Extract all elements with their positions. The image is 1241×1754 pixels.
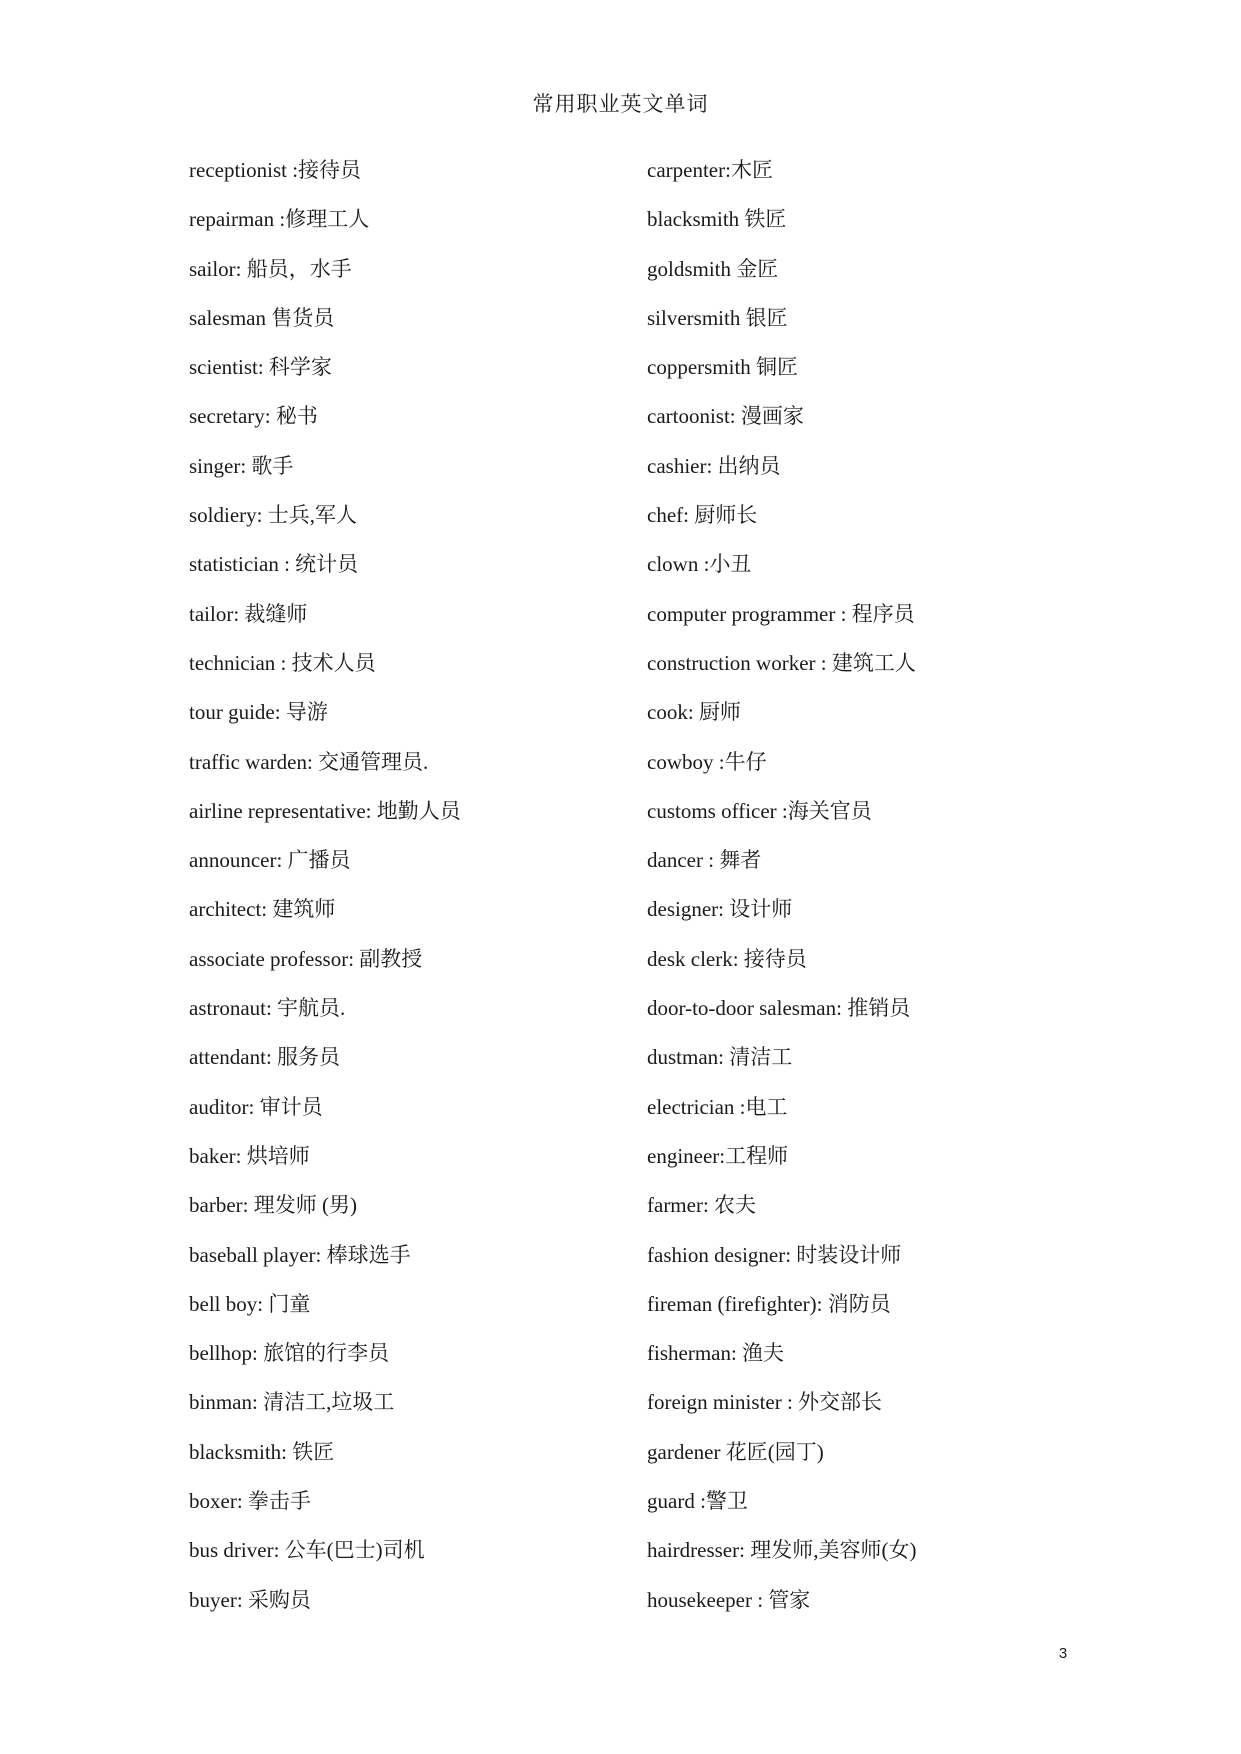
- vocabulary-entry: blacksmith: 铁匠: [189, 1439, 335, 1464]
- vocabulary-entry: construction worker : 建筑工人: [647, 650, 916, 675]
- vocabulary-entry: hairdresser: 理发师,美容师(女): [647, 1538, 917, 1563]
- page-number: 3: [1058, 1645, 1068, 1662]
- vocabulary-entry: customs officer :海关官员: [647, 798, 872, 823]
- vocabulary-entry: secretary: 秘书: [189, 404, 318, 429]
- vocabulary-entry: housekeeper : 管家: [647, 1587, 811, 1612]
- vocabulary-entry: designer: 设计师: [647, 897, 793, 922]
- vocabulary-entry: traffic warden: 交通管理员.: [189, 749, 429, 774]
- vocabulary-entry: tour guide: 导游: [189, 700, 328, 725]
- vocabulary-entry: silversmith 银匠: [647, 305, 788, 330]
- vocabulary-entry: architect: 建筑师: [189, 897, 336, 922]
- vocabulary-entry: sailor: 船员，水手: [189, 256, 352, 281]
- vocabulary-entry: cartoonist: 漫画家: [647, 404, 804, 429]
- vocabulary-entry: fisherman: 渔夫: [647, 1341, 785, 1366]
- vocabulary-entry: carpenter:木匠: [647, 158, 773, 182]
- vocabulary-entry: astronaut: 宇航员.: [189, 996, 346, 1021]
- vocabulary-entry: computer programmer : 程序员: [647, 601, 915, 626]
- vocabulary-entry: bus driver: 公车(巴士)司机: [189, 1538, 425, 1563]
- vocabulary-entry: fashion designer: 时装设计师: [647, 1242, 902, 1267]
- vocabulary-entry: barber: 理发师 (男): [189, 1193, 357, 1218]
- vocabulary-entry: associate professor: 副教授: [189, 946, 423, 971]
- vocabulary-entry: blacksmith 铁匠: [647, 207, 787, 232]
- vocabulary-entry: announcer: 广播员: [189, 848, 351, 873]
- vocabulary-entry: dancer : 舞者: [647, 848, 762, 873]
- vocabulary-entry: goldsmith 金匠: [647, 256, 779, 281]
- vocabulary-entry: soldiery: 士兵,军人: [189, 503, 357, 528]
- vocabulary-entry: guard :警卫: [647, 1489, 748, 1514]
- vocabulary-entry: buyer: 采购员: [189, 1587, 311, 1612]
- vocabulary-entry: cowboy :牛仔: [647, 749, 767, 774]
- vocabulary-entry: technician : 技术人员: [189, 650, 376, 675]
- vocabulary-entry: desk clerk: 接待员: [647, 946, 807, 971]
- vocabulary-entry: cook: 厨师: [647, 700, 741, 725]
- vocabulary-entry: coppersmith 铜匠: [647, 355, 799, 380]
- vocabulary-entry: chef: 厨师长: [647, 503, 758, 528]
- vocabulary-entry: airline representative: 地勤人员: [189, 798, 461, 823]
- vocabulary-entry: repairman :修理工人: [189, 207, 370, 232]
- vocabulary-entry: door-to-door salesman: 推销员: [647, 996, 911, 1021]
- vocabulary-entry: bell boy: 门童: [189, 1291, 311, 1316]
- document-title: 常用职业英文单词: [532, 92, 709, 116]
- vocabulary-entry: statistician : 统计员: [189, 552, 359, 577]
- vocabulary-list-right: [647, 158, 1127, 1637]
- vocabulary-entry: tailor: 裁缝师: [189, 601, 308, 626]
- vocabulary-entry: foreign minister : 外交部长: [647, 1390, 883, 1415]
- vocabulary-entry: baseball player: 棒球选手: [189, 1242, 411, 1267]
- vocabulary-entry: singer: 歌手: [189, 453, 294, 478]
- vocabulary-entry: attendant: 服务员: [189, 1045, 341, 1070]
- vocabulary-entry: dustman: 清洁工: [647, 1045, 793, 1070]
- vocabulary-entry: farmer: 农夫: [647, 1193, 757, 1218]
- vocabulary-entry: binman: 清洁工,垃圾工: [189, 1390, 395, 1415]
- vocabulary-entry: electrician :电工: [647, 1094, 788, 1119]
- vocabulary-entry: salesman 售货员: [189, 305, 335, 330]
- vocabulary-entry: bellhop: 旅馆的行李员: [189, 1341, 390, 1366]
- vocabulary-entry: receptionist :接待员: [189, 158, 362, 182]
- vocabulary-list-left: [189, 158, 629, 1637]
- vocabulary-entry: clown :小丑: [647, 552, 752, 577]
- vocabulary-entry: gardener 花匠(园丁): [647, 1439, 824, 1464]
- vocabulary-entry: engineer:工程师: [647, 1143, 789, 1168]
- vocabulary-entry: scientist: 科学家: [189, 355, 332, 380]
- vocabulary-entry: auditor: 审计员: [189, 1094, 323, 1119]
- vocabulary-entry: boxer: 拳击手: [189, 1489, 311, 1514]
- vocabulary-entry: baker: 烘培师: [189, 1143, 310, 1168]
- vocabulary-entry: cashier: 出纳员: [647, 453, 781, 478]
- vocabulary-entry: fireman (firefighter): 消防员: [647, 1291, 891, 1316]
